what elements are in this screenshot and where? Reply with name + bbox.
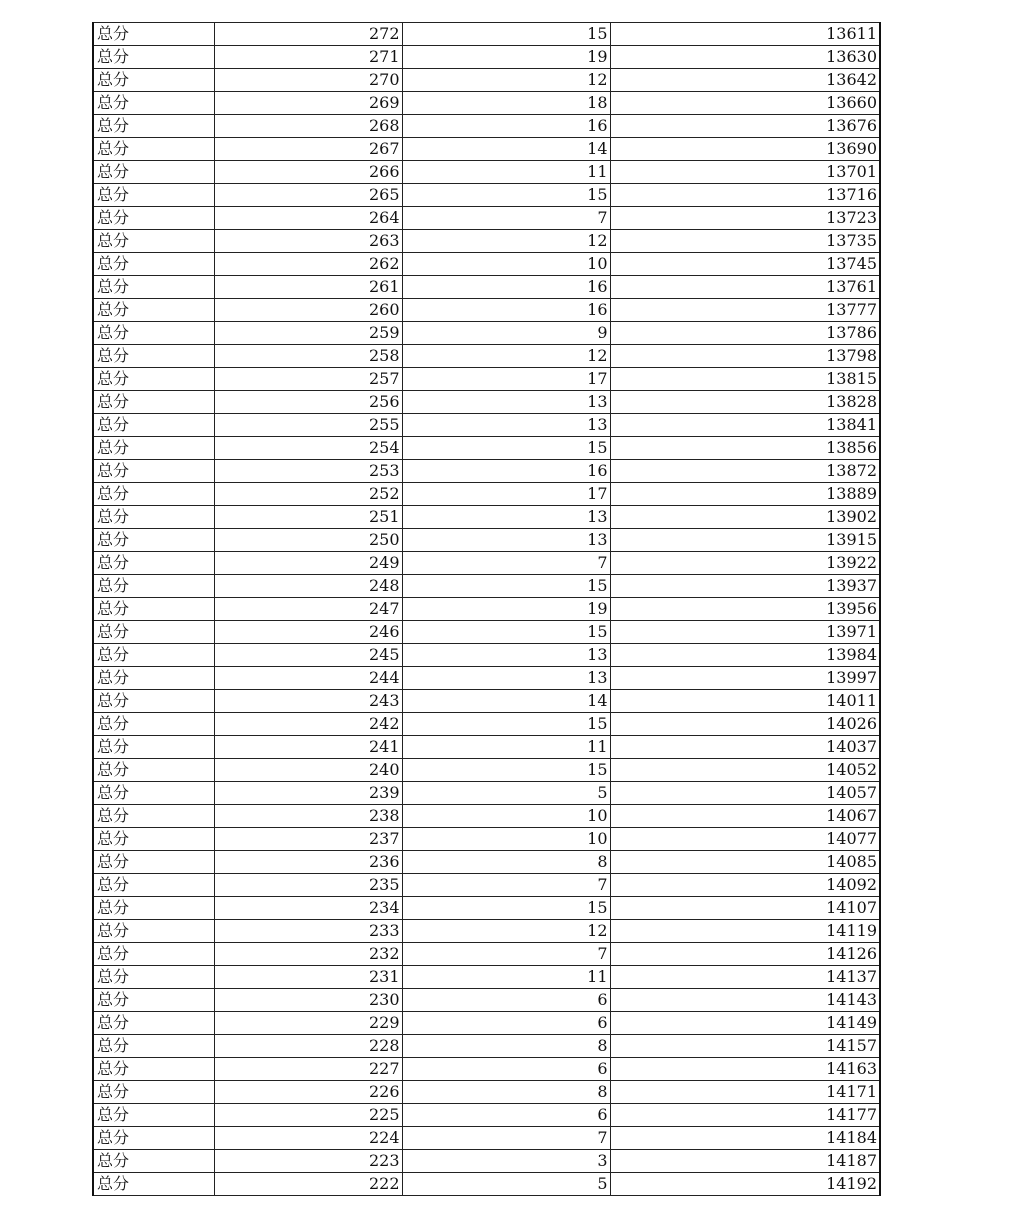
cumulative-count-cell: 13676 — [610, 115, 880, 138]
category-cell: 总分 — [93, 851, 214, 874]
count-cell: 13 — [402, 529, 610, 552]
category-cell: 总分 — [93, 368, 214, 391]
table-row — [93, 1104, 880, 1127]
cumulative-count-cell: 14149 — [610, 1012, 880, 1035]
table-row — [93, 989, 880, 1012]
category-cell: 总分 — [93, 575, 214, 598]
table-row — [93, 322, 880, 345]
score-cell: 262 — [214, 253, 402, 276]
category-cell: 总分 — [93, 506, 214, 529]
category-cell: 总分 — [93, 345, 214, 368]
category-cell: 总分 — [93, 736, 214, 759]
cumulative-count-cell: 13630 — [610, 46, 880, 69]
category-cell: 总分 — [93, 920, 214, 943]
score-cell: 244 — [214, 667, 402, 690]
score-cell: 234 — [214, 897, 402, 920]
table-row — [93, 759, 880, 782]
score-cell: 245 — [214, 644, 402, 667]
score-cell: 260 — [214, 299, 402, 322]
cumulative-count-cell: 13690 — [610, 138, 880, 161]
category-cell: 总分 — [93, 529, 214, 552]
score-cell: 272 — [214, 23, 402, 46]
count-cell: 8 — [402, 1035, 610, 1058]
table-row — [93, 368, 880, 391]
category-cell: 总分 — [93, 1035, 214, 1058]
category-cell: 总分 — [93, 69, 214, 92]
category-cell: 总分 — [93, 1012, 214, 1035]
cumulative-count-cell: 14011 — [610, 690, 880, 713]
count-cell: 15 — [402, 575, 610, 598]
cumulative-count-cell: 13971 — [610, 621, 880, 644]
category-cell: 总分 — [93, 943, 214, 966]
table-row — [93, 782, 880, 805]
table-row — [93, 230, 880, 253]
count-cell: 13 — [402, 391, 610, 414]
count-cell: 3 — [402, 1150, 610, 1173]
count-cell: 12 — [402, 345, 610, 368]
count-cell: 13 — [402, 644, 610, 667]
table-row — [93, 874, 880, 897]
category-cell: 总分 — [93, 713, 214, 736]
cumulative-count-cell: 13828 — [610, 391, 880, 414]
cumulative-count-cell: 13856 — [610, 437, 880, 460]
count-cell: 17 — [402, 483, 610, 506]
category-cell: 总分 — [93, 391, 214, 414]
count-cell: 16 — [402, 276, 610, 299]
table-row — [93, 345, 880, 368]
score-cell: 232 — [214, 943, 402, 966]
count-cell: 19 — [402, 46, 610, 69]
score-cell: 263 — [214, 230, 402, 253]
category-cell: 总分 — [93, 598, 214, 621]
count-cell: 7 — [402, 207, 610, 230]
category-cell: 总分 — [93, 483, 214, 506]
category-cell: 总分 — [93, 1081, 214, 1104]
score-cell: 223 — [214, 1150, 402, 1173]
category-cell: 总分 — [93, 184, 214, 207]
count-cell: 14 — [402, 138, 610, 161]
category-cell: 总分 — [93, 1173, 214, 1196]
count-cell: 15 — [402, 759, 610, 782]
category-cell: 总分 — [93, 23, 214, 46]
table-row — [93, 644, 880, 667]
score-cell: 243 — [214, 690, 402, 713]
table-row — [93, 966, 880, 989]
count-cell: 15 — [402, 897, 610, 920]
cumulative-count-cell: 13642 — [610, 69, 880, 92]
table-row — [93, 1127, 880, 1150]
count-cell: 7 — [402, 1127, 610, 1150]
cumulative-count-cell: 14192 — [610, 1173, 880, 1196]
cumulative-count-cell: 13997 — [610, 667, 880, 690]
score-cell: 253 — [214, 460, 402, 483]
count-cell: 6 — [402, 1058, 610, 1081]
cumulative-count-cell: 14157 — [610, 1035, 880, 1058]
table-row — [93, 943, 880, 966]
table-row — [93, 276, 880, 299]
score-cell: 242 — [214, 713, 402, 736]
table-row — [93, 161, 880, 184]
table-row — [93, 1012, 880, 1035]
count-cell: 9 — [402, 322, 610, 345]
table-row — [93, 483, 880, 506]
cumulative-count-cell: 13902 — [610, 506, 880, 529]
score-cell: 224 — [214, 1127, 402, 1150]
cumulative-count-cell: 13889 — [610, 483, 880, 506]
score-cell: 238 — [214, 805, 402, 828]
count-cell: 19 — [402, 598, 610, 621]
table-row — [93, 391, 880, 414]
category-cell: 总分 — [93, 690, 214, 713]
count-cell: 7 — [402, 874, 610, 897]
table-row — [93, 690, 880, 713]
score-cell: 239 — [214, 782, 402, 805]
score-cell: 249 — [214, 552, 402, 575]
category-cell: 总分 — [93, 667, 214, 690]
category-cell: 总分 — [93, 299, 214, 322]
count-cell: 11 — [402, 161, 610, 184]
category-cell: 总分 — [93, 552, 214, 575]
category-cell: 总分 — [93, 138, 214, 161]
category-cell: 总分 — [93, 897, 214, 920]
table-row — [93, 1150, 880, 1173]
table-row — [93, 207, 880, 230]
score-cell: 227 — [214, 1058, 402, 1081]
count-cell: 13 — [402, 414, 610, 437]
category-cell: 总分 — [93, 414, 214, 437]
category-cell: 总分 — [93, 276, 214, 299]
table-row — [93, 299, 880, 322]
score-cell: 228 — [214, 1035, 402, 1058]
category-cell: 总分 — [93, 437, 214, 460]
count-cell: 13 — [402, 667, 610, 690]
score-cell: 246 — [214, 621, 402, 644]
cumulative-count-cell: 14026 — [610, 713, 880, 736]
category-cell: 总分 — [93, 253, 214, 276]
cumulative-count-cell: 14092 — [610, 874, 880, 897]
score-cell: 237 — [214, 828, 402, 851]
cumulative-count-cell: 14137 — [610, 966, 880, 989]
table-row — [93, 92, 880, 115]
table-row — [93, 1035, 880, 1058]
score-cell: 265 — [214, 184, 402, 207]
table-row — [93, 253, 880, 276]
cumulative-count-cell: 14057 — [610, 782, 880, 805]
count-cell: 12 — [402, 69, 610, 92]
category-cell: 总分 — [93, 1058, 214, 1081]
cumulative-count-cell: 14119 — [610, 920, 880, 943]
count-cell: 15 — [402, 437, 610, 460]
count-cell: 15 — [402, 621, 610, 644]
cumulative-count-cell: 14077 — [610, 828, 880, 851]
category-cell: 总分 — [93, 621, 214, 644]
score-cell: 264 — [214, 207, 402, 230]
table-row — [93, 851, 880, 874]
score-cell: 269 — [214, 92, 402, 115]
table-row — [93, 1058, 880, 1081]
count-cell: 11 — [402, 736, 610, 759]
count-cell: 16 — [402, 299, 610, 322]
cumulative-count-cell: 14187 — [610, 1150, 880, 1173]
score-cell: 230 — [214, 989, 402, 1012]
table-row — [93, 736, 880, 759]
score-cell: 258 — [214, 345, 402, 368]
cumulative-count-cell: 13922 — [610, 552, 880, 575]
score-cell: 226 — [214, 1081, 402, 1104]
table-row — [93, 460, 880, 483]
cumulative-count-cell: 13735 — [610, 230, 880, 253]
count-cell: 6 — [402, 1104, 610, 1127]
count-cell: 5 — [402, 1173, 610, 1196]
score-cell: 257 — [214, 368, 402, 391]
category-cell: 总分 — [93, 989, 214, 1012]
cumulative-count-cell: 13984 — [610, 644, 880, 667]
score-cell: 251 — [214, 506, 402, 529]
score-cell: 261 — [214, 276, 402, 299]
cumulative-count-cell: 13761 — [610, 276, 880, 299]
score-cell: 254 — [214, 437, 402, 460]
cumulative-count-cell: 14107 — [610, 897, 880, 920]
table-row — [93, 184, 880, 207]
category-cell: 总分 — [93, 322, 214, 345]
score-table — [92, 22, 881, 1196]
table-row — [93, 713, 880, 736]
table-row — [93, 1081, 880, 1104]
score-table-body — [93, 23, 880, 1196]
table-row — [93, 575, 880, 598]
table-row — [93, 69, 880, 92]
cumulative-count-cell: 13937 — [610, 575, 880, 598]
category-cell: 总分 — [93, 782, 214, 805]
cumulative-count-cell: 13956 — [610, 598, 880, 621]
score-cell: 267 — [214, 138, 402, 161]
cumulative-count-cell: 13701 — [610, 161, 880, 184]
cumulative-count-cell: 13660 — [610, 92, 880, 115]
score-cell: 255 — [214, 414, 402, 437]
category-cell: 总分 — [93, 46, 214, 69]
cumulative-count-cell: 13723 — [610, 207, 880, 230]
table-row — [93, 414, 880, 437]
score-cell: 270 — [214, 69, 402, 92]
score-cell: 236 — [214, 851, 402, 874]
score-cell: 240 — [214, 759, 402, 782]
count-cell: 15 — [402, 23, 610, 46]
cumulative-count-cell: 14177 — [610, 1104, 880, 1127]
score-cell: 248 — [214, 575, 402, 598]
table-row — [93, 621, 880, 644]
category-cell: 总分 — [93, 966, 214, 989]
score-cell: 233 — [214, 920, 402, 943]
cumulative-count-cell: 14067 — [610, 805, 880, 828]
category-cell: 总分 — [93, 805, 214, 828]
count-cell: 12 — [402, 230, 610, 253]
count-cell: 11 — [402, 966, 610, 989]
cumulative-count-cell: 14052 — [610, 759, 880, 782]
category-cell: 总分 — [93, 759, 214, 782]
count-cell: 16 — [402, 460, 610, 483]
cumulative-count-cell: 13611 — [610, 23, 880, 46]
cumulative-count-cell: 14037 — [610, 736, 880, 759]
score-cell: 271 — [214, 46, 402, 69]
count-cell: 10 — [402, 805, 610, 828]
table-row — [93, 828, 880, 851]
count-cell: 14 — [402, 690, 610, 713]
count-cell: 7 — [402, 552, 610, 575]
table-row — [93, 138, 880, 161]
category-cell: 总分 — [93, 115, 214, 138]
cumulative-count-cell: 13777 — [610, 299, 880, 322]
table-row — [93, 506, 880, 529]
table-row — [93, 805, 880, 828]
count-cell: 6 — [402, 989, 610, 1012]
count-cell: 6 — [402, 1012, 610, 1035]
score-cell: 250 — [214, 529, 402, 552]
score-cell: 222 — [214, 1173, 402, 1196]
table-row — [93, 437, 880, 460]
cumulative-count-cell: 14143 — [610, 989, 880, 1012]
table-row — [93, 115, 880, 138]
table-row — [93, 46, 880, 69]
score-cell: 268 — [214, 115, 402, 138]
cumulative-count-cell: 13872 — [610, 460, 880, 483]
category-cell: 总分 — [93, 92, 214, 115]
score-cell: 225 — [214, 1104, 402, 1127]
cumulative-count-cell: 14163 — [610, 1058, 880, 1081]
count-cell: 13 — [402, 506, 610, 529]
score-cell: 241 — [214, 736, 402, 759]
cumulative-count-cell: 14171 — [610, 1081, 880, 1104]
cumulative-count-cell: 14184 — [610, 1127, 880, 1150]
cumulative-count-cell: 13798 — [610, 345, 880, 368]
score-cell: 229 — [214, 1012, 402, 1035]
score-cell: 231 — [214, 966, 402, 989]
count-cell: 8 — [402, 851, 610, 874]
category-cell: 总分 — [93, 1150, 214, 1173]
score-cell: 266 — [214, 161, 402, 184]
count-cell: 5 — [402, 782, 610, 805]
table-row — [93, 529, 880, 552]
score-cell: 235 — [214, 874, 402, 897]
cumulative-count-cell: 13915 — [610, 529, 880, 552]
category-cell: 总分 — [93, 828, 214, 851]
count-cell: 8 — [402, 1081, 610, 1104]
score-cell: 252 — [214, 483, 402, 506]
count-cell: 18 — [402, 92, 610, 115]
category-cell: 总分 — [93, 644, 214, 667]
cumulative-count-cell: 13815 — [610, 368, 880, 391]
cumulative-count-cell: 14126 — [610, 943, 880, 966]
category-cell: 总分 — [93, 1127, 214, 1150]
count-cell: 12 — [402, 920, 610, 943]
table-row — [93, 598, 880, 621]
count-cell: 16 — [402, 115, 610, 138]
table-row — [93, 897, 880, 920]
count-cell: 10 — [402, 253, 610, 276]
count-cell: 17 — [402, 368, 610, 391]
score-distribution-sheet — [92, 22, 879, 1196]
category-cell: 总分 — [93, 161, 214, 184]
score-cell: 256 — [214, 391, 402, 414]
table-row — [93, 920, 880, 943]
count-cell: 7 — [402, 943, 610, 966]
category-cell: 总分 — [93, 1104, 214, 1127]
category-cell: 总分 — [93, 230, 214, 253]
table-row — [93, 667, 880, 690]
cumulative-count-cell: 14085 — [610, 851, 880, 874]
cumulative-count-cell: 13716 — [610, 184, 880, 207]
cumulative-count-cell: 13841 — [610, 414, 880, 437]
count-cell: 10 — [402, 828, 610, 851]
cumulative-count-cell: 13745 — [610, 253, 880, 276]
category-cell: 总分 — [93, 207, 214, 230]
table-row — [93, 23, 880, 46]
count-cell: 15 — [402, 184, 610, 207]
count-cell: 15 — [402, 713, 610, 736]
category-cell: 总分 — [93, 874, 214, 897]
cumulative-count-cell: 13786 — [610, 322, 880, 345]
score-cell: 259 — [214, 322, 402, 345]
score-cell: 247 — [214, 598, 402, 621]
table-row — [93, 552, 880, 575]
table-row — [93, 1173, 880, 1196]
category-cell: 总分 — [93, 460, 214, 483]
